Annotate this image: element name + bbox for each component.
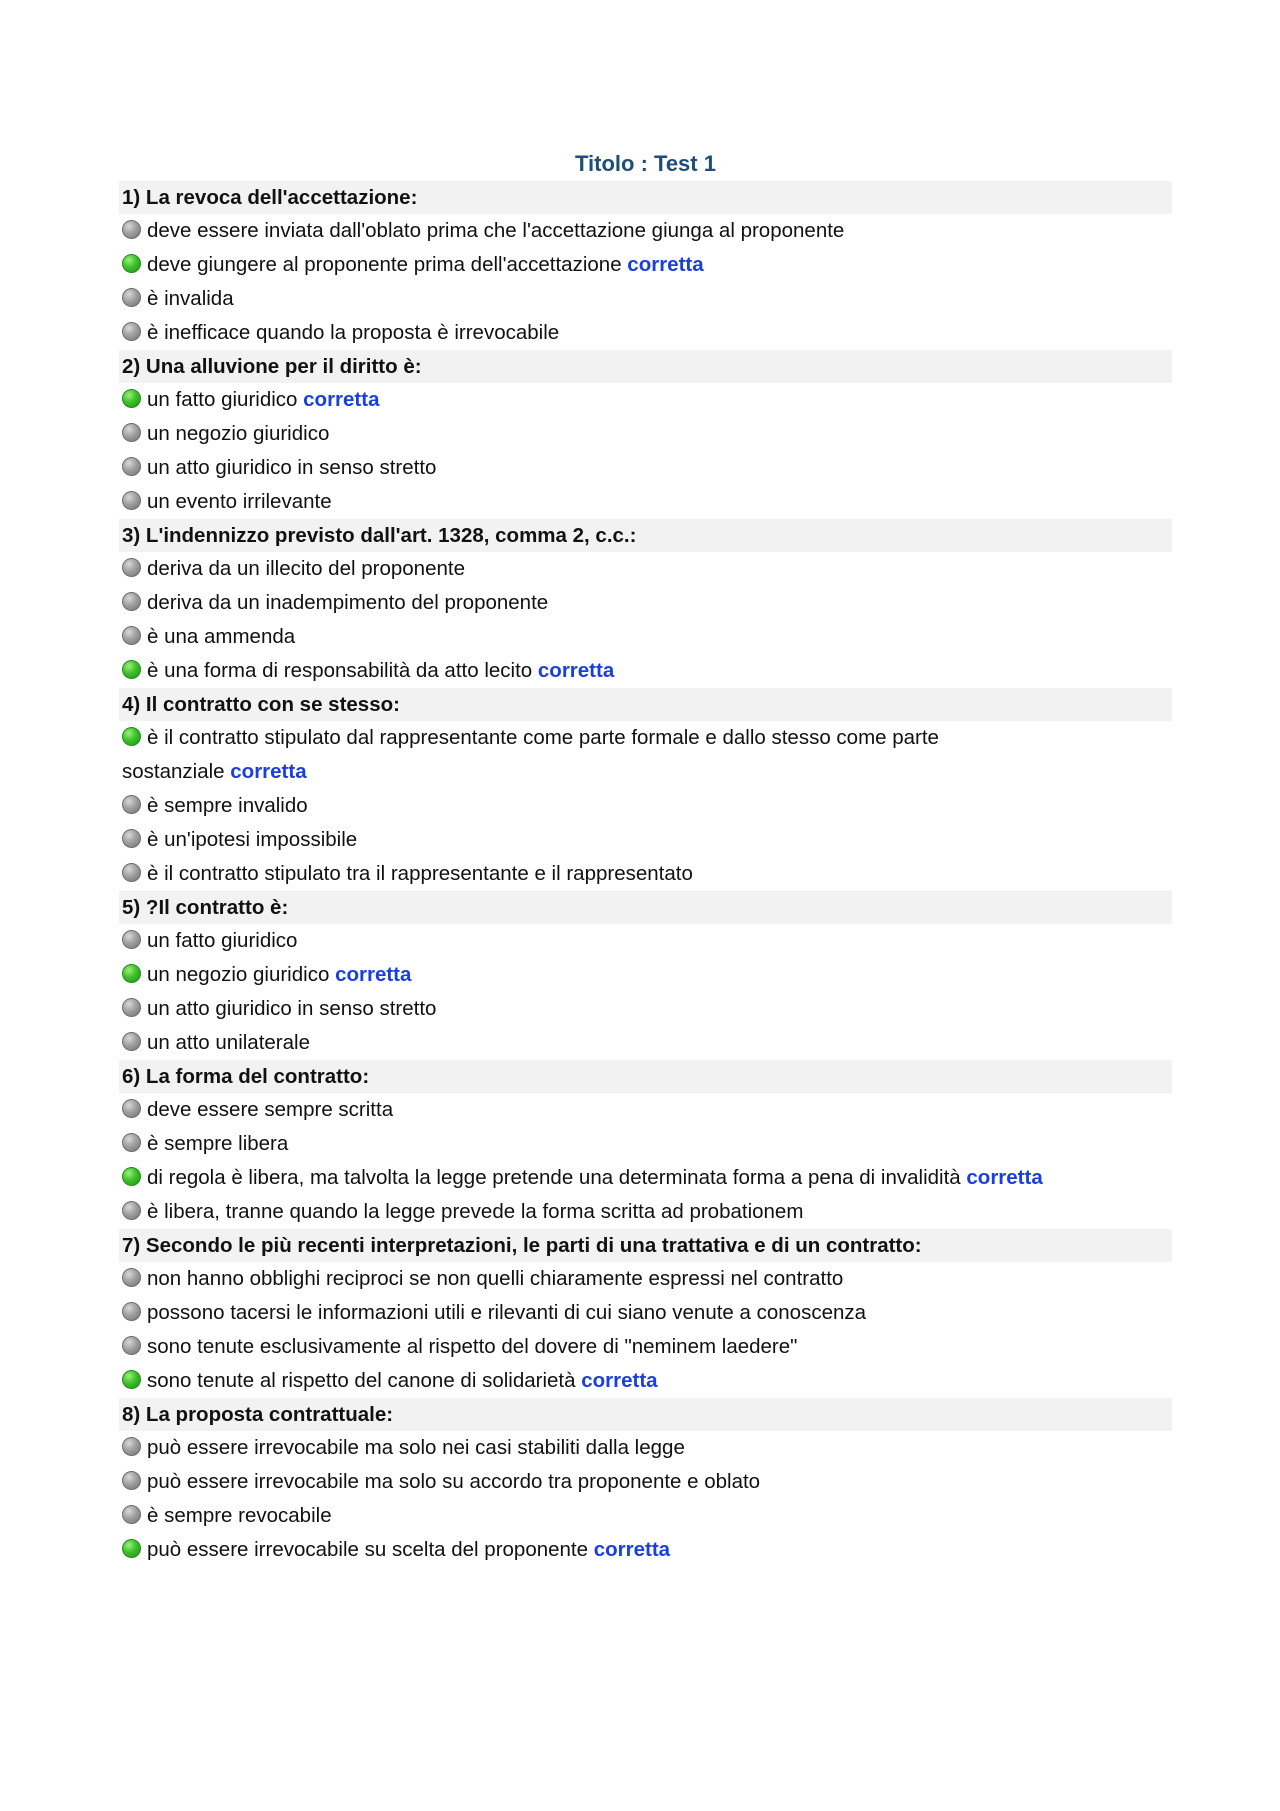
answer-text: è sempre libera [147, 1132, 289, 1155]
answer-text: un atto giuridico in senso stretto [147, 456, 437, 479]
answer-option-correct [119, 1533, 1172, 1567]
test-content [119, 147, 1172, 1567]
answer-text: un fatto giuridico [147, 388, 298, 411]
answer-option-correct [119, 721, 1002, 789]
answer-option [119, 1431, 1172, 1465]
green-radio-icon [122, 1167, 141, 1186]
answer-option-correct [119, 654, 1172, 688]
answer-text: non hanno obblighi reciproci se non quelli chiaramente espressi nel contratto [147, 1267, 844, 1290]
gray-radio-icon [122, 592, 141, 611]
gray-radio-icon [122, 1471, 141, 1490]
gray-radio-icon [122, 1302, 141, 1321]
answer-option [119, 1465, 1172, 1499]
gray-radio-icon [122, 930, 141, 949]
answer-text: è libera, tranne quando la legge prevede la forma scritta ad probationem [147, 1200, 804, 1223]
answer-text: è una forma di responsabilità da atto lecito [147, 659, 533, 682]
gray-radio-icon [122, 491, 141, 510]
answer-option [119, 924, 1172, 958]
correct-label: corretta [593, 1538, 671, 1561]
answer-text: può essere irrevocabile ma solo su accordo tra proponente e oblato [147, 1470, 761, 1493]
gray-radio-icon [122, 1336, 141, 1355]
answer-option [119, 586, 1172, 620]
answer-option-correct [119, 1364, 1172, 1398]
question-heading: 1) La revoca dell'accettazione: [119, 181, 1172, 214]
green-radio-icon [122, 964, 141, 983]
gray-radio-icon [122, 863, 141, 882]
answer-option [119, 992, 1172, 1026]
correct-label: corretta [627, 253, 704, 276]
answer-option-correct [119, 958, 1172, 992]
answer-option-correct [119, 1161, 1172, 1195]
question-heading: 2) Una alluvione per il diritto è: [119, 350, 1172, 383]
answer-option [119, 316, 1172, 350]
green-radio-icon [122, 727, 141, 746]
answer-text: deriva da un illecito del proponente [147, 557, 465, 580]
gray-radio-icon [122, 1437, 141, 1456]
question-heading: 6) La forma del contratto: [119, 1060, 1172, 1093]
gray-radio-icon [122, 423, 141, 442]
page-title: Titolo : Test 1 [575, 151, 716, 176]
question-heading: 5) ?Il contratto è: [119, 891, 1172, 924]
gray-radio-icon [122, 626, 141, 645]
correct-label: corretta [303, 388, 380, 411]
green-radio-icon [122, 254, 141, 273]
green-radio-icon [122, 1370, 141, 1389]
gray-radio-icon [122, 1201, 141, 1220]
gray-radio-icon [122, 1133, 141, 1152]
answer-text: deve essere inviata dall'oblato prima che l'accettazione giunga al proponente [147, 219, 845, 242]
answer-option-correct [119, 383, 1172, 417]
answer-text: è invalida [147, 287, 234, 310]
answer-text: sono tenute al rispetto del canone di solidarietà [147, 1369, 576, 1392]
answer-option [119, 1296, 1172, 1330]
answer-option [119, 857, 1172, 891]
answer-option [119, 417, 1172, 451]
gray-radio-icon [122, 322, 141, 341]
answer-option [119, 214, 1172, 248]
answer-option [119, 552, 1172, 586]
answer-text: è sempre invalido [147, 794, 308, 817]
correct-label: corretta [966, 1166, 1043, 1189]
answer-option [119, 620, 1172, 654]
answer-text: è il contratto stipulato tra il rappresentante e il rappresentato [147, 862, 693, 885]
answer-text: deve essere sempre scritta [147, 1098, 394, 1121]
question-heading: 8) La proposta contrattuale: [119, 1398, 1172, 1431]
answer-text: di regola è libera, ma talvolta la legge pretende una determinata forma a pena di invalidità [147, 1166, 961, 1189]
answer-text: possono tacersi le informazioni utili e rilevanti di cui siano venute a conoscenza [147, 1301, 867, 1324]
green-radio-icon [122, 389, 141, 408]
gray-radio-icon [122, 558, 141, 577]
answer-option [119, 282, 1172, 316]
green-radio-icon [122, 1539, 141, 1558]
gray-radio-icon [122, 220, 141, 239]
answer-text: è il contratto stipulato dal rappresentante come parte formale e dallo stesso come parte sostanziale [122, 726, 939, 783]
answer-text: deve giungere al proponente prima dell'accettazione [147, 253, 622, 276]
answer-option [119, 1093, 1172, 1127]
answer-text: un atto giuridico in senso stretto [147, 997, 437, 1020]
answer-text: deriva da un inadempimento del proponente [147, 591, 549, 614]
answer-option [119, 789, 1172, 823]
answer-text: un negozio giuridico [147, 422, 330, 445]
answer-option [119, 451, 1172, 485]
gray-radio-icon [122, 288, 141, 307]
answer-text: è inefficace quando la proposta è irrevocabile [147, 321, 560, 344]
answer-option [119, 823, 1172, 857]
question-heading: 4) Il contratto con se stesso: [119, 688, 1172, 721]
answer-text: un atto unilaterale [147, 1031, 310, 1054]
gray-radio-icon [122, 1099, 141, 1118]
answer-text: sono tenute esclusivamente al rispetto del dovere di "neminem laedere" [147, 1335, 798, 1358]
correct-label: corretta [230, 760, 307, 783]
answer-text: un negozio giuridico [147, 963, 330, 986]
answer-option [119, 1026, 1172, 1060]
gray-radio-icon [122, 457, 141, 476]
correct-label: corretta [335, 963, 412, 986]
correct-label: corretta [581, 1369, 658, 1392]
answer-option [119, 1195, 1172, 1229]
answer-option [119, 1499, 1172, 1533]
answer-option-correct [119, 248, 1172, 282]
answer-option [119, 1127, 1172, 1161]
gray-radio-icon [122, 1268, 141, 1287]
green-radio-icon [122, 660, 141, 679]
answer-option [119, 1262, 1172, 1296]
gray-radio-icon [122, 998, 141, 1017]
question-heading: 7) Secondo le più recenti interpretazioni, le parti di una trattativa e di un contratto: [119, 1229, 1172, 1262]
answer-option [119, 485, 1172, 519]
answer-text: un fatto giuridico [147, 929, 298, 952]
answer-text: è sempre revocabile [147, 1504, 332, 1527]
answer-text: è una ammenda [147, 625, 296, 648]
answer-text: è un'ipotesi impossibile [147, 828, 358, 851]
gray-radio-icon [122, 795, 141, 814]
correct-label: corretta [537, 659, 615, 682]
question-heading: 3) L'indennizzo previsto dall'art. 1328, comma 2, c.c.: [119, 519, 1172, 552]
answer-text: un evento irrilevante [147, 490, 332, 513]
answer-text: può essere irrevocabile su scelta del proponente [147, 1538, 589, 1561]
gray-radio-icon [122, 1505, 141, 1524]
answer-text: può essere irrevocabile ma solo nei casi stabiliti dalla legge [147, 1436, 685, 1459]
gray-radio-icon [122, 829, 141, 848]
gray-radio-icon [122, 1032, 141, 1051]
answer-option [119, 1330, 1172, 1364]
